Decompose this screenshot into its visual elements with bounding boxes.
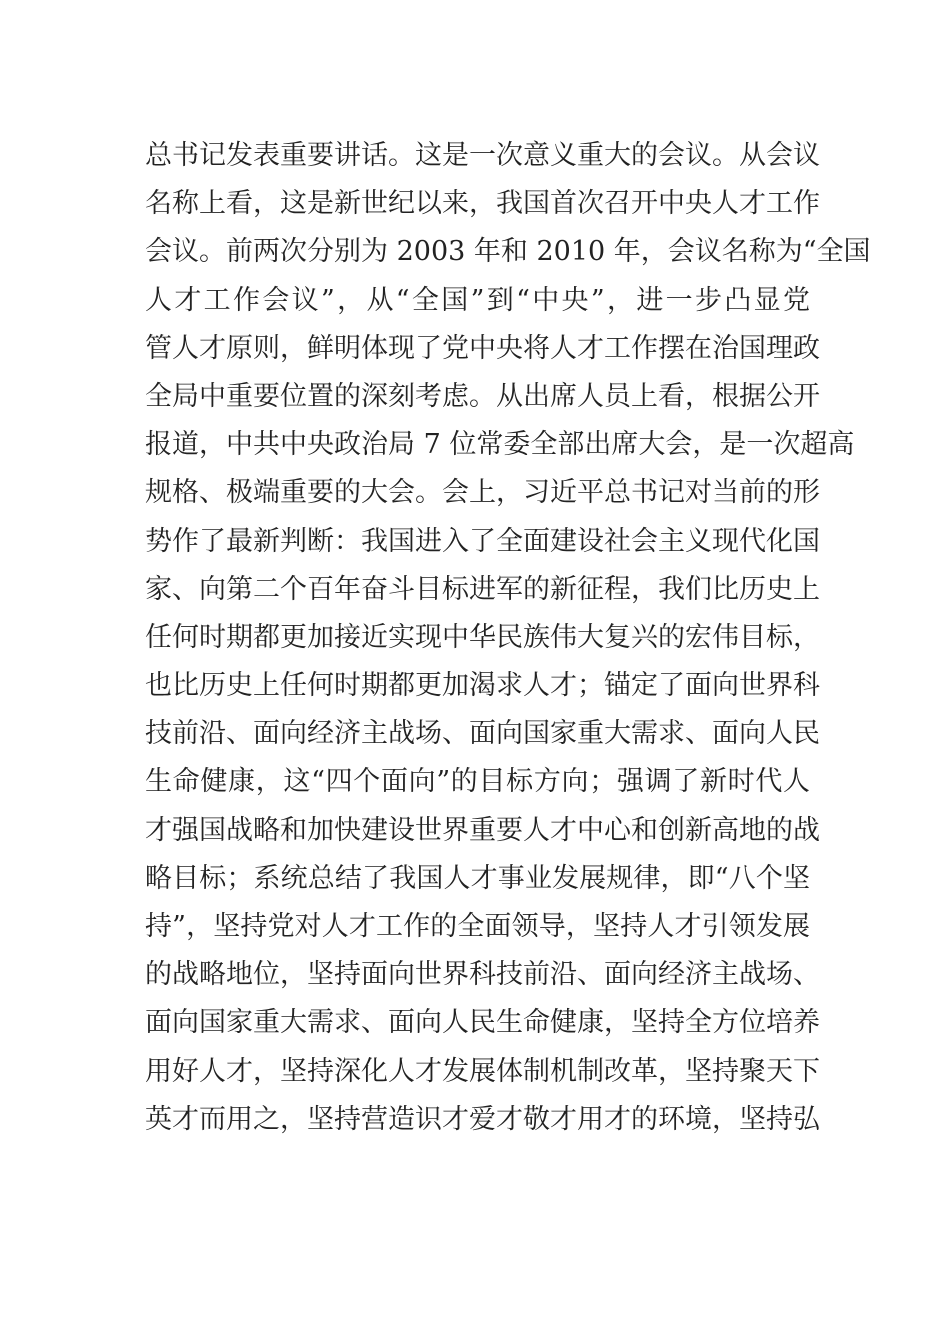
text-line: 名称上看，这是新世纪以来，我国首次召开中央人才工作	[145, 188, 820, 220]
text-line: 面向国家重大需求、面向人民生命健康，坚持全方位培养	[145, 1007, 820, 1039]
text-line: 生命健康，这“四个面向”的目标方向；强调了新时代人	[145, 766, 810, 798]
text-line: 会议。前两次分别为 2003 年和 2010 年，会议名称为“全国	[145, 236, 871, 268]
text-line: 总书记发表重要讲话。这是一次意义重大的会议。从会议	[145, 140, 820, 171]
text-line: 势作了最新判断：我国进入了全面建设社会主义现代化国	[145, 525, 820, 557]
text-line: 人才工作会议”，从“全国”到“中央”，进一步凸显党	[145, 284, 810, 316]
text-line: 规格、极端重要的大会。会上，习近平总书记对当前的形	[145, 477, 820, 509]
body-paragraph	[145, 132, 871, 1144]
text-line: 管人才原则，鲜明体现了党中央将人才工作摆在治国理政	[145, 332, 820, 364]
text-line: 报道，中共中央政治局 7 位常委全部出席大会，是一次超高	[145, 429, 855, 461]
text-line: 技前沿、面向经济主战场、面向国家重大需求、面向人民	[145, 718, 820, 750]
text-line: 家、向第二个百年奋斗目标进军的新征程，我们比历史上	[145, 573, 820, 605]
text-line: 的战略地位，坚持面向世界科技前沿、面向经济主战场、	[145, 959, 820, 991]
text-line: 全局中重要位置的深刻考虑。从出席人员上看，根据公开	[145, 380, 820, 412]
text-line: 也比历史上任何时期都更加渴求人才；锚定了面向世界科	[145, 670, 820, 702]
text-line: 持”，坚持党对人才工作的全面领导，坚持人才引领发展	[145, 911, 810, 942]
text-line: 用好人才，坚持深化人才发展体制机制改革，坚持聚天下	[145, 1055, 820, 1087]
text-line: 才强国战略和加快建设世界重要人才中心和创新高地的战	[145, 814, 820, 846]
text-line: 略目标；系统总结了我国人才事业发展规律，即“八个坚	[145, 862, 810, 894]
text-line: 英才而用之，坚持营造识才爱才敬才用才的环境，坚持弘	[145, 1103, 820, 1135]
text-line: 任何时期都更加接近实现中华民族伟大复兴的宏伟目标，	[145, 621, 820, 653]
